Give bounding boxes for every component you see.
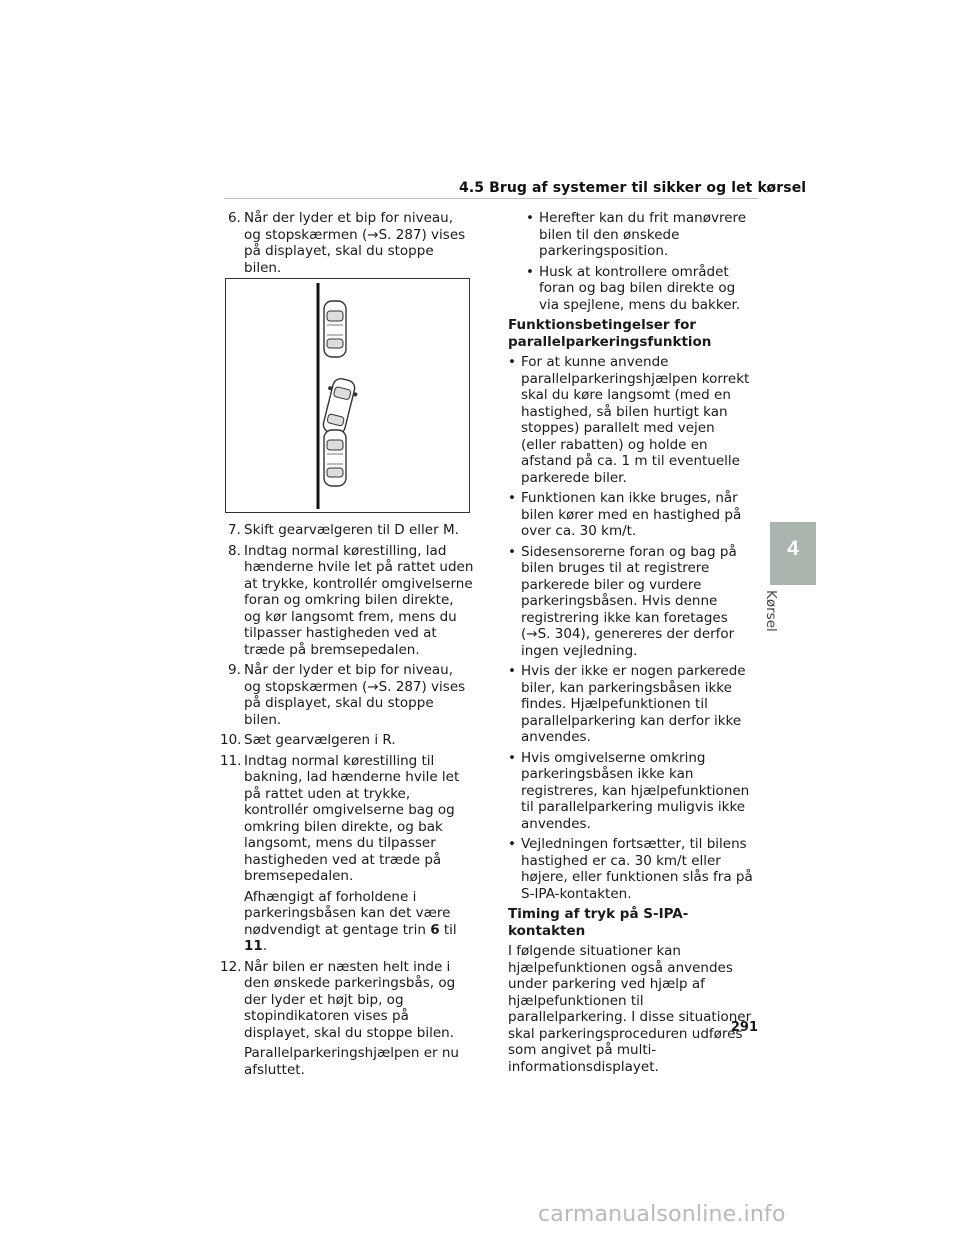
- step-text: Når der lyder et bip for niveau, og stopskærmen (→S. 287) vises på displayet, skal du stoppe bilen.: [244, 662, 466, 728]
- list-item: • Herefter kan du frit manøvrere bilen til den ønskede parkeringsposition.: [526, 210, 753, 260]
- right-column: [508, 210, 753, 1079]
- parked-car-front: [324, 301, 346, 357]
- step-text: Sæt gearvælgeren i R.: [244, 732, 396, 748]
- list-item: • Funktionen kan ikke bruges, når bilen kører med en hastighed på over ca. 30 km/t.: [508, 490, 753, 540]
- step-text: Indtag normal kørestilling, lad hænderne hvile let på rattet uden at trykke, kontrollér omgivelserne foran og omkring bilen direkte, og kør langsomt frem, mens du tilpasser hastigheden ved at træde på bremsepedalen.: [244, 542, 474, 658]
- step-text: Når der lyder et bip for niveau, og stopskærmen (→S. 287) vises på displayet, skal du stoppe bilen.: [244, 210, 466, 276]
- page-number: 291: [730, 1020, 758, 1035]
- parking-diagram-svg: [226, 279, 469, 512]
- step-ref-to: 11: [244, 938, 263, 954]
- step-text: Når bilen er næsten helt inde i den ønskede parkeringsbås, og der lyder et højt bip, og stopindikatoren vises på displayet, skal du stoppe bilen.: [244, 958, 456, 1041]
- step-11-note: [224, 889, 474, 955]
- step-number: 10.: [220, 732, 242, 748]
- paragraph: I følgende situationer kan hjælpefunktionen også anvendes under parkering ved hjælp af hjælpefunktionen til parallelparkering. I disse situationer skal parkeringsproceduren udføres som angivet på multi-informationsdisplayet.: [508, 943, 752, 1075]
- left-column: [224, 210, 474, 280]
- step-text: Indtag normal kørestilling til bakning, lad hænderne hvile let på rattet uden at trykke, kontrollér omgivelserne bag og omkring bilen direkte, og bak langsomt, mens du tilpasser hastigheden ved at træde på bremsepedalen.: [244, 752, 460, 884]
- step-number: 11.: [220, 752, 242, 769]
- list-item: • Hvis omgivelserne omkring parkeringsbåsen ikke kan registreres, kan hjælpefunktionen til parallelparkering muligvis ikke anvendes.: [508, 750, 753, 833]
- section-heading: Timing af tryk på S-IPA-kontakten: [508, 906, 689, 939]
- note-suffix: .: [262, 938, 268, 954]
- note-text: Afhængigt af forholdene i parkeringsbåsen kan det være nødvendigt at gentage trin: [244, 888, 451, 938]
- step-11: [220, 752, 474, 885]
- step-number: 7.: [228, 522, 241, 538]
- note-mid: til: [439, 921, 457, 938]
- step-6: [224, 210, 474, 276]
- watermark: carmanualsonline.info: [538, 1202, 786, 1227]
- list-item: • Vejledningen fortsætter, til bilens hastighed er ca. 30 km/t eller højere, eller funktionen slås fra på S-IPA-kontakten.: [508, 836, 753, 902]
- step-ref-from: 6: [430, 921, 440, 938]
- step-7: [224, 522, 474, 539]
- parking-illustration: [225, 278, 470, 513]
- section-header: 4.5 Brug af systemer til sikker og let kørsel: [459, 180, 807, 196]
- step-text: Skift gearvælgeren til D eller M.: [244, 522, 459, 538]
- section-heading: Funktionsbetingelser for parallelparkeringsfunktion: [508, 317, 712, 350]
- parked-car-rear: [324, 430, 346, 486]
- step-number: 9.: [228, 662, 241, 678]
- step-number: 6.: [228, 210, 241, 226]
- step-12-note: Parallelparkeringshjælpen er nu afsluttet.: [244, 1045, 459, 1078]
- step-number: 12.: [220, 958, 242, 975]
- list-item: • Sidesensorerne foran og bag på bilen bruges til at registrere parkerede biler og vurdere parkeringsbåsen. Hvis denne registrering ikke kan foretages (→S. 304), genereres der derfor ingen vejledning.: [508, 544, 753, 660]
- header-divider: [224, 198, 758, 199]
- list-item: • For at kunne anvende parallelparkeringshjælpen korrekt skal du køre langsomt (med en hastighed, så bilen hurtigt kan stoppes) parallelt med vejen (eller rabatten) og holde en afstand på ca. 1 m til eventuelle parkerede biler.: [508, 354, 753, 486]
- maneuvering-car: [318, 376, 360, 437]
- left-column-steps: [220, 522, 474, 1082]
- chapter-number: 4: [787, 537, 799, 560]
- step-9: [224, 662, 474, 728]
- step-10: [220, 732, 474, 749]
- list-item: • Husk at kontrollere området foran og bag bilen direkte og via spejlene, mens du bakker.: [526, 264, 753, 314]
- step-number: 8.: [228, 542, 241, 559]
- list-item: • Hvis der ikke er nogen parkerede biler, kan parkeringsbåsen ikke findes. Hjælpefunktionen til parallelparkering kan derfor ikke anvendes.: [508, 663, 753, 746]
- chapter-label: Kørsel: [763, 590, 779, 632]
- step-12: [220, 958, 474, 1042]
- step-8: [224, 543, 474, 659]
